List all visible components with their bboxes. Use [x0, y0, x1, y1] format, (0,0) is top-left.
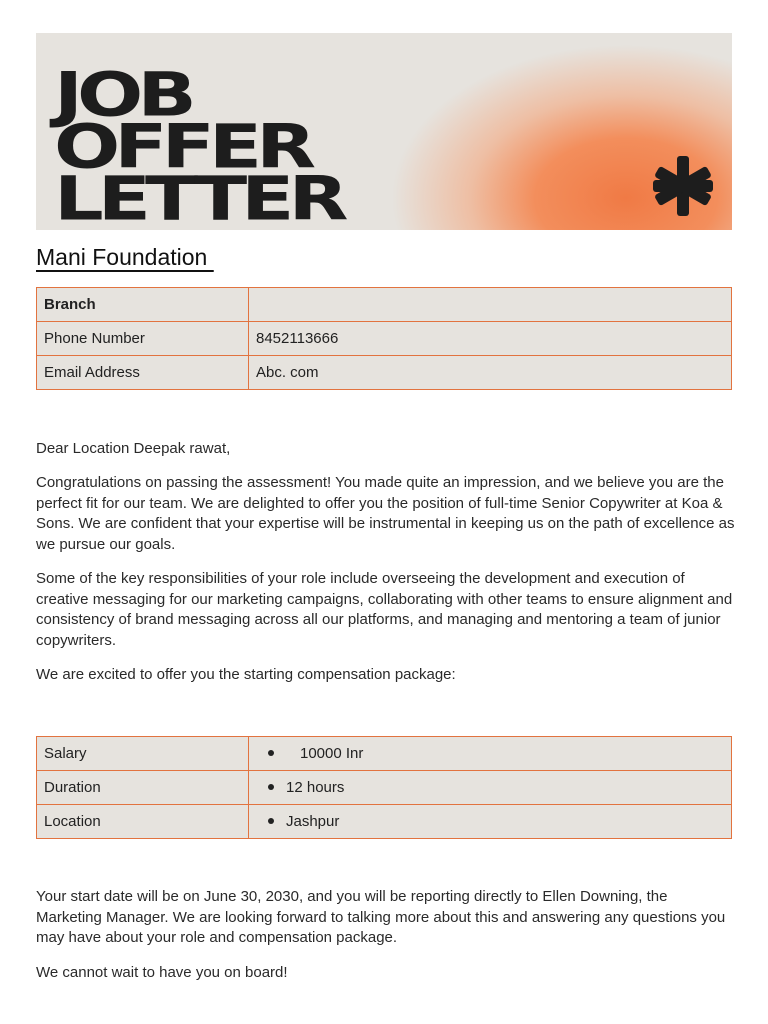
table-row	[37, 356, 732, 390]
title-line-job: JOB	[54, 60, 191, 131]
email-label: Email Address	[37, 356, 249, 390]
bullet-icon	[268, 818, 274, 824]
paragraph-congratulations: Congratulations on passing the assessment! You made quite an impression, and we believe you are the perfect fit for our team. We are delighted to offer you the position of full-time Senior Copywriter at Koa & Sons. We are confident that your expertise will be instrumental in keeping us on the path of excellence as we pursue our goals.	[36, 474, 735, 553]
paragraph-responsibilities: Some of the key responsibilities of your role include overseeing the development and execution of creative messaging for our marketing campaigns, collaborating with other teams to ensure alignment and consistency of brand messaging across all our platforms, and managing and mentoring a team of junior copywriters.	[36, 570, 733, 649]
company-name: Mani Foundation	[36, 244, 214, 270]
phone-value: 8452113666	[249, 322, 732, 356]
table-row	[37, 288, 732, 322]
title-line-offer: OFFER	[54, 112, 311, 183]
phone-label: Phone Number	[37, 322, 249, 356]
branch-label: Branch	[37, 288, 249, 322]
table-row	[37, 737, 732, 771]
organization-table	[36, 287, 732, 390]
compensation-table	[36, 736, 732, 839]
paragraph-start-date: Your start date will be on June 30, 2030, and you will be reporting directly to Ellen Downing, the Marketing Manager. We are looking forward to talking more about this and answering any questions you may have about your role and compensation package.	[36, 888, 726, 946]
salary-label: Salary	[37, 737, 249, 771]
paragraph-closing: We cannot wait to have you on board!	[36, 964, 288, 981]
location-label: Location	[37, 805, 249, 839]
location-cell	[249, 805, 732, 839]
branch-value	[249, 288, 732, 322]
duration-label: Duration	[37, 771, 249, 805]
table-row	[37, 771, 732, 805]
location-value: Jashpur	[286, 813, 340, 830]
email-value: Abc. com	[249, 356, 732, 390]
duration-cell	[249, 771, 732, 805]
greeting: Dear Location Deepak rawat,	[36, 440, 231, 457]
title-line-letter: LETTER	[54, 164, 343, 230]
header-banner	[36, 33, 732, 230]
bullet-icon	[268, 750, 274, 756]
table-row	[37, 805, 732, 839]
duration-value: 12 hours	[286, 779, 345, 796]
paragraph-compensation-intro: We are excited to offer you the starting compensation package:	[36, 666, 456, 683]
bullet-icon	[268, 784, 274, 790]
salary-cell	[249, 737, 732, 771]
asterisk-icon	[652, 155, 714, 217]
table-row	[37, 322, 732, 356]
salary-value: 10000 Inr	[300, 745, 364, 762]
